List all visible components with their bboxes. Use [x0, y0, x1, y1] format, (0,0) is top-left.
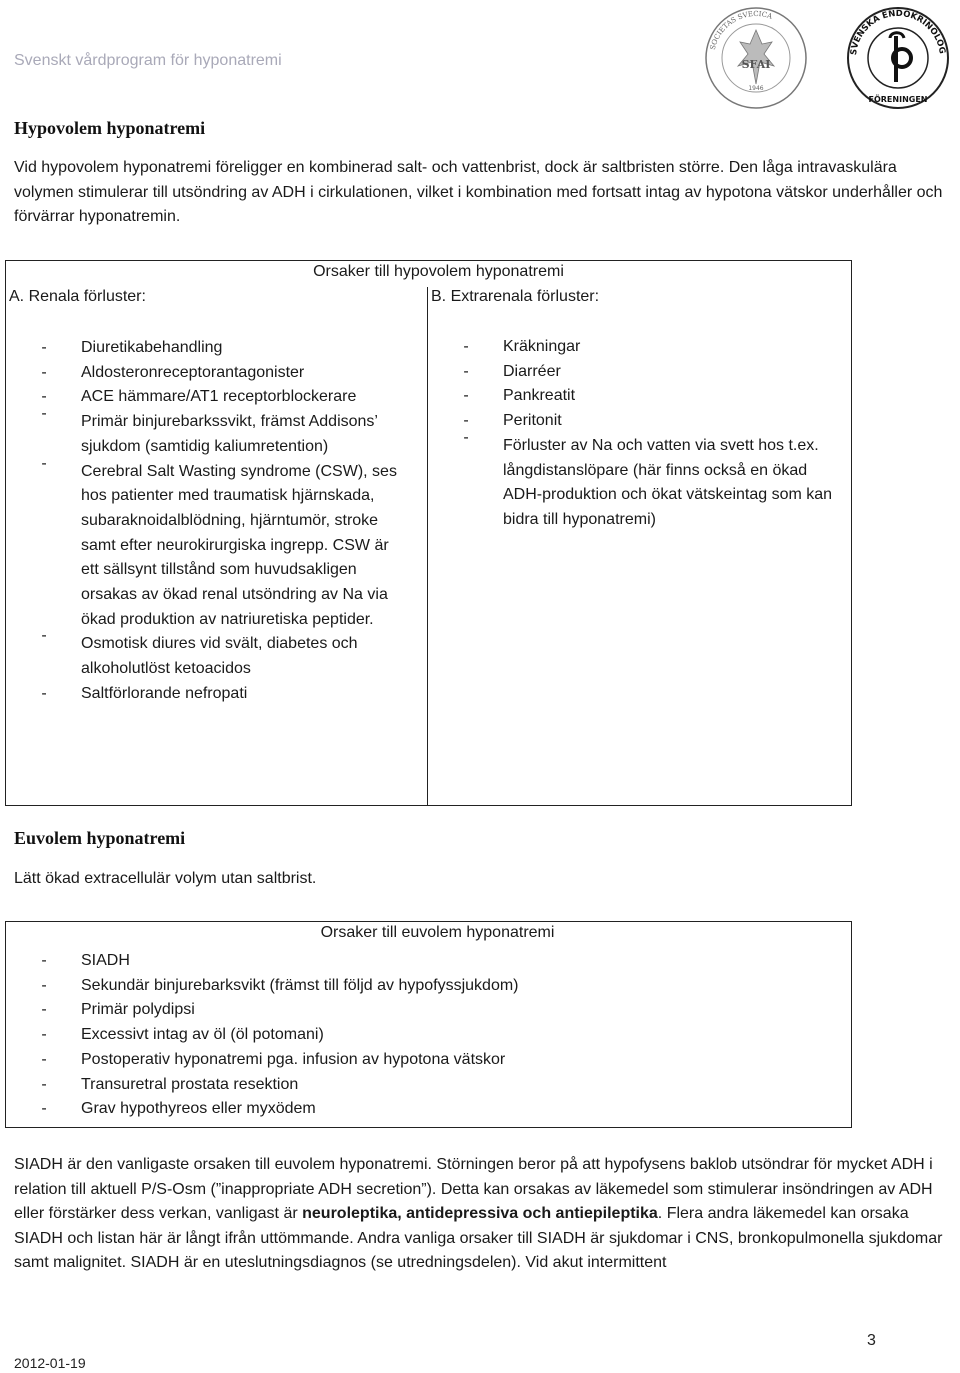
- siadh-text-1: SIADH är den vanligaste orsaken till euvolem hyponatremi. Störningen beror på att hypofysens baklob utsöndrar för mycket ADH i relation till aktuell P/S-Osm (”inappropriate ADH secretion”). Detta kan orsakas av läkemedel som stimulerar insöndringen av ADH eller förstärker dess verkan, vanligast är: [14, 1156, 933, 1223]
- dash-bullet: -: [41, 1001, 47, 1019]
- list-item: [34, 1048, 834, 1073]
- svg-text:SVENSKA ENDOKRINOLOG: SVENSKA ENDOKRINOLOG: [849, 8, 947, 56]
- endocrine-society-logo: [844, 4, 952, 112]
- hypovolem-causes-table: [5, 260, 852, 806]
- list-item-text: Osmotisk diures vid svält, diabetes och alkoholutlöst ketoacidos: [81, 635, 358, 678]
- col-b-heading: B. Extrarenala förluster:: [431, 288, 600, 305]
- dash-bullet: -: [41, 976, 47, 994]
- list-item: [456, 428, 836, 533]
- sfai-mark: SFAI: [741, 58, 771, 71]
- dash-bullet: -: [41, 363, 47, 381]
- list-item-text: Diuretikabehandling: [81, 339, 223, 356]
- list-item: [34, 949, 834, 974]
- dash-bullet: -: [463, 428, 469, 446]
- list-item-text: SIADH: [81, 952, 130, 969]
- list-item-text: Primär binjurebarkssvikt, främst Addisons’ sjukdom (samtidig kaliumretention): [81, 413, 378, 455]
- siadh-paragraph: [14, 1153, 944, 1276]
- euvolem-causes-list: [34, 949, 834, 1122]
- list-item-text: Grav hypothyreos eller myxödem: [81, 1100, 316, 1118]
- section-heading-hypovolem: Hypovolem hyponatremi: [14, 118, 206, 138]
- document-header-title: Svenskt vårdprogram för hyponatremi: [14, 52, 282, 69]
- list-item-text: Transuretral prostata resektion: [81, 1075, 299, 1093]
- list-item-text: ACE hämmare/AT1 receptorblockerare: [81, 388, 357, 406]
- list-item: [34, 454, 406, 633]
- dash-bullet: -: [41, 627, 47, 645]
- euvolem-table-title-text: Orsaker till euvolem hyponatremi: [320, 924, 555, 941]
- dash-bullet: -: [41, 684, 47, 702]
- svg-text:FÖRENINGEN: FÖRENINGEN: [868, 95, 928, 104]
- list-item-text: Aldosteronreceptorantagonister: [81, 363, 305, 381]
- euvolem-table-title: [6, 924, 853, 942]
- siadh-text-2: . Flera andra läkemedel kan orsaka SIADH och listan här är långt ifrån uttömmande. Andra vanliga orsaker till SIADH är sjukdomar i CNS, bronkopulmonella sjukdomar samt malignitet. SIADH är en uteslutningsdiagnos (se utredningsdelen). Vid akut intermittent: [14, 1205, 943, 1272]
- list-item: [34, 361, 406, 386]
- siadh-bold-drugs: neuroleptika, antidepressiva och antiepileptika: [302, 1205, 658, 1223]
- dash-bullet: -: [463, 362, 469, 380]
- list-item: [34, 1073, 834, 1098]
- list-item: [34, 405, 406, 459]
- list-item: [34, 998, 834, 1023]
- list-item: [456, 384, 836, 409]
- dash-bullet: -: [463, 338, 469, 355]
- euvolem-paragraph: Lätt ökad extracellulär volym utan saltbrist.: [14, 870, 317, 887]
- list-item-text: Kräkningar: [503, 338, 581, 355]
- dash-bullet: -: [41, 454, 47, 472]
- list-item-text: Postoperativ hyponatremi pga. infusion av hypotona vätskor: [81, 1050, 506, 1068]
- list-item: [456, 335, 836, 360]
- list-item: [34, 1097, 834, 1122]
- hypovolem-table-title: [6, 263, 853, 281]
- section-heading-euvolem: Euvolem hyponatremi: [14, 828, 186, 848]
- list-item: [34, 682, 406, 707]
- list-item-text: Förluster av Na och vatten via svett hos t.ex. långdistanslöpare (här finns också en ökad ADH-produktion och ökat vätskeintag som kan bidra till hyponatremi): [503, 436, 833, 528]
- renal-losses-list: [34, 336, 406, 707]
- list-item-text: Saltförlorande nefropati: [81, 684, 248, 702]
- list-item: [34, 627, 406, 681]
- dash-bullet: -: [41, 339, 47, 356]
- list-item: [34, 385, 406, 410]
- dash-bullet: -: [41, 405, 47, 423]
- sfai-logo: [700, 4, 812, 112]
- dash-bullet: -: [41, 952, 47, 969]
- euvolem-causes-table: [5, 921, 852, 1128]
- col-a-heading: A. Renala förluster:: [9, 288, 146, 305]
- extrarenal-losses-list: [456, 335, 836, 533]
- list-item: [34, 974, 834, 999]
- list-item-text: Cerebral Salt Wasting syndrome (CSW), ses hos patienter med traumatisk hjärnskada, subaraknoidalblödning, hjärntumör, stroke samt efter neurokirurgiska ingrepp. CSW är ett sällsynt tillstånd som huvudsakligen orsakas av ökad renal utsöndring av Na via ökad produktion av natriuretiska peptider.: [81, 462, 397, 628]
- list-item-text: Peritonit: [503, 412, 562, 430]
- list-item: [456, 409, 836, 434]
- list-item: [34, 336, 406, 361]
- dash-bullet: -: [41, 388, 47, 406]
- svg-text:SOCIETAS SVECICA: SOCIETAS SVECICA: [708, 9, 774, 51]
- hypovolem-table-title-text: Orsaker till hypovolem hyponatremi: [313, 263, 564, 280]
- dash-bullet: -: [41, 1026, 47, 1044]
- column-divider: [427, 287, 428, 805]
- list-item: [456, 360, 836, 385]
- list-item-text: Primär polydipsi: [81, 1001, 195, 1019]
- list-item-text: Diarréer: [503, 362, 561, 380]
- hypovolem-paragraph: Vid hypovolem hyponatremi föreligger en kombinerad salt- och vattenbrist, dock är saltbristen större. Den låga intravaskulära volymen stimulerar till utsöndring av ADH i cirkulationen, vilket i kombination med fortsatt intag av hypotona vätskor underhåller och förvärrar hyponatremin.: [14, 159, 943, 226]
- footer-date: 2012-01-19: [14, 1355, 86, 1371]
- dash-bullet: -: [463, 387, 469, 405]
- dash-bullet: -: [41, 1100, 47, 1118]
- list-item-text: Excessivt intag av öl (öl potomani): [81, 1026, 324, 1044]
- list-item-text: Sekundär binjurebarksvikt (främst till följd av hypofyssjukdom): [81, 976, 519, 994]
- list-item-text: Pankreatit: [503, 387, 576, 405]
- svg-text:1946: 1946: [748, 85, 764, 92]
- dash-bullet: -: [463, 412, 469, 430]
- page-number: 3: [867, 1332, 876, 1349]
- dash-bullet: -: [41, 1075, 47, 1093]
- dash-bullet: -: [41, 1050, 47, 1068]
- list-item: [34, 1023, 834, 1048]
